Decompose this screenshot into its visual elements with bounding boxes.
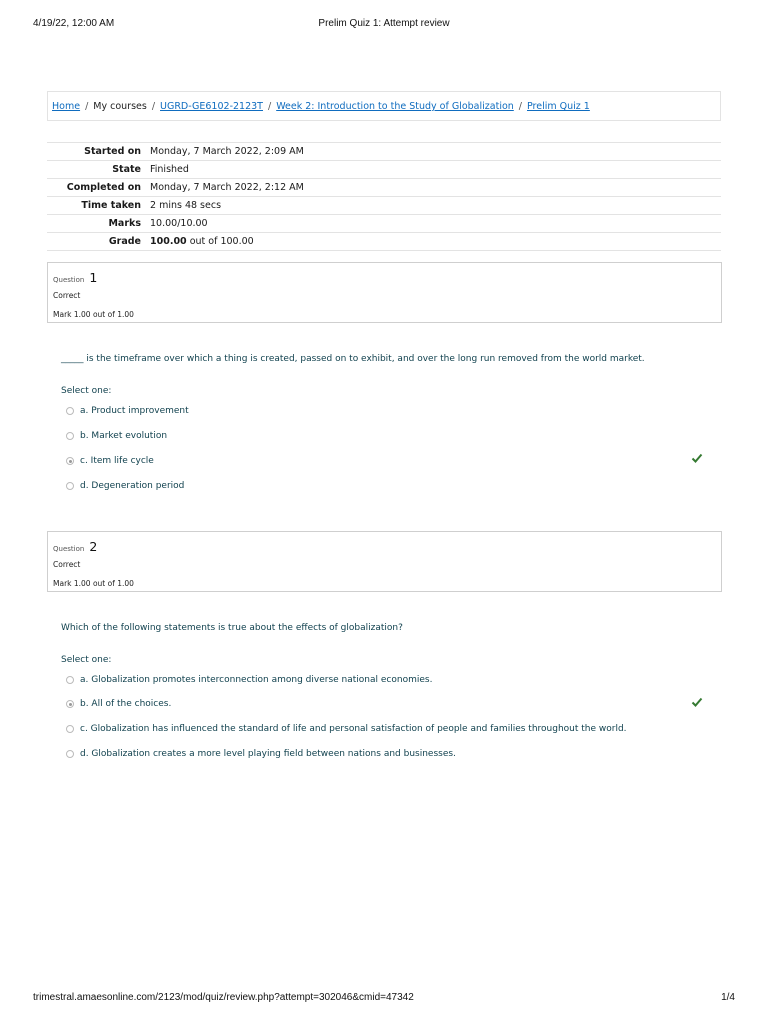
completed-on-value: Monday, 7 March 2022, 2:12 AM xyxy=(146,179,721,197)
question-state: Correct xyxy=(53,560,81,569)
question-1-option-b xyxy=(66,429,711,443)
print-title: Prelim Quiz 1: Attempt review xyxy=(318,18,450,29)
question-2-select-one: Select one: xyxy=(61,655,112,665)
breadcrumb xyxy=(47,91,721,121)
completed-on-label: Completed on xyxy=(47,179,146,197)
breadcrumb-quiz-link[interactable]: Prelim Quiz 1 xyxy=(527,101,590,112)
option-label: b. Market evolution xyxy=(80,431,168,441)
summary-row-marks xyxy=(47,215,721,233)
option-label: a. Product improvement xyxy=(80,406,189,416)
question-1-text: _____ is the timeframe over which a thing is created, passed on to exhibit, and over the long run removed from the world market. xyxy=(61,354,645,364)
radio-button xyxy=(66,725,74,733)
checkmark-icon xyxy=(691,696,703,708)
breadcrumb-separator: / xyxy=(151,101,156,112)
grade-score: 100.00 xyxy=(150,236,187,247)
radio-button-selected xyxy=(66,700,74,708)
question-1-info xyxy=(47,262,722,323)
started-on-value: Monday, 7 March 2022, 2:09 AM xyxy=(146,143,721,161)
print-footer xyxy=(33,992,735,1006)
question-2-info xyxy=(47,531,722,592)
question-mark: Mark 1.00 out of 1.00 xyxy=(53,579,134,588)
page-number: 1/4 xyxy=(721,992,735,1003)
question-mark: Mark 1.00 out of 1.00 xyxy=(53,310,134,319)
question-1-select-one: Select one: xyxy=(61,386,112,396)
radio-button-selected xyxy=(66,457,74,465)
print-header xyxy=(33,18,735,32)
question-1-option-c xyxy=(66,454,711,468)
question-2-option-c xyxy=(66,722,711,736)
grade-label: Grade xyxy=(47,233,146,251)
marks-label: Marks xyxy=(47,215,146,233)
breadcrumb-course-link[interactable]: UGRD-GE6102-2123T xyxy=(160,101,263,112)
question-number: 1 xyxy=(89,270,98,285)
breadcrumb-separator: / xyxy=(85,101,89,112)
question-1-option-a xyxy=(66,404,711,418)
option-label: c. Item life cycle xyxy=(80,456,154,466)
question-2-text: Which of the following statements is true about the effects of globalization? xyxy=(61,623,403,633)
question-label: Question xyxy=(53,545,85,553)
grade-value xyxy=(146,233,721,251)
radio-button xyxy=(66,432,74,440)
question-state: Correct xyxy=(53,291,81,300)
question-2-option-a xyxy=(66,673,711,687)
print-date: 4/19/22, 12:00 AM xyxy=(33,18,115,29)
question-label: Question xyxy=(53,276,85,284)
marks-value: 10.00/10.00 xyxy=(146,215,721,233)
radio-button xyxy=(66,482,74,490)
breadcrumb-separator: / xyxy=(518,101,522,112)
time-taken-label: Time taken xyxy=(47,197,146,215)
attempt-summary-table xyxy=(47,142,721,251)
started-on-label: Started on xyxy=(47,143,146,161)
summary-row-grade xyxy=(47,233,721,251)
option-label: b. All of the choices. xyxy=(80,699,172,709)
radio-button xyxy=(66,407,74,415)
question-2-option-b xyxy=(66,697,711,711)
summary-row-started xyxy=(47,143,721,161)
option-label: a. Globalization promotes interconnection among diverse national economies. xyxy=(80,675,433,685)
radio-button xyxy=(66,676,74,684)
question-number: 2 xyxy=(89,539,98,554)
grade-out-of: out of 100.00 xyxy=(186,236,254,247)
option-label: d. Globalization creates a more level playing field between nations and businesses. xyxy=(80,749,456,759)
radio-button xyxy=(66,750,74,758)
question-2-option-d xyxy=(66,747,711,761)
time-taken-value: 2 mins 48 secs xyxy=(146,197,721,215)
question-1-option-d xyxy=(66,479,711,493)
breadcrumb-my-courses: My courses xyxy=(93,101,147,112)
summary-row-time xyxy=(47,197,721,215)
breadcrumb-week-link[interactable]: Week 2: Introduction to the Study of Globalization xyxy=(276,101,514,112)
breadcrumb-separator: / xyxy=(267,101,272,112)
summary-row-completed xyxy=(47,179,721,197)
checkmark-icon xyxy=(691,452,703,464)
state-label: State xyxy=(47,161,146,179)
option-label: c. Globalization has influenced the standard of life and personal satisfaction of people and families throughout the world. xyxy=(80,724,627,734)
state-value: Finished xyxy=(146,161,721,179)
option-label: d. Degeneration period xyxy=(80,481,185,491)
print-url: trimestral.amaesonline.com/2123/mod/quiz/review.php?attempt=302046&cmid=47342 xyxy=(33,992,414,1003)
summary-row-state xyxy=(47,161,721,179)
breadcrumb-home-link[interactable]: Home xyxy=(52,101,81,112)
